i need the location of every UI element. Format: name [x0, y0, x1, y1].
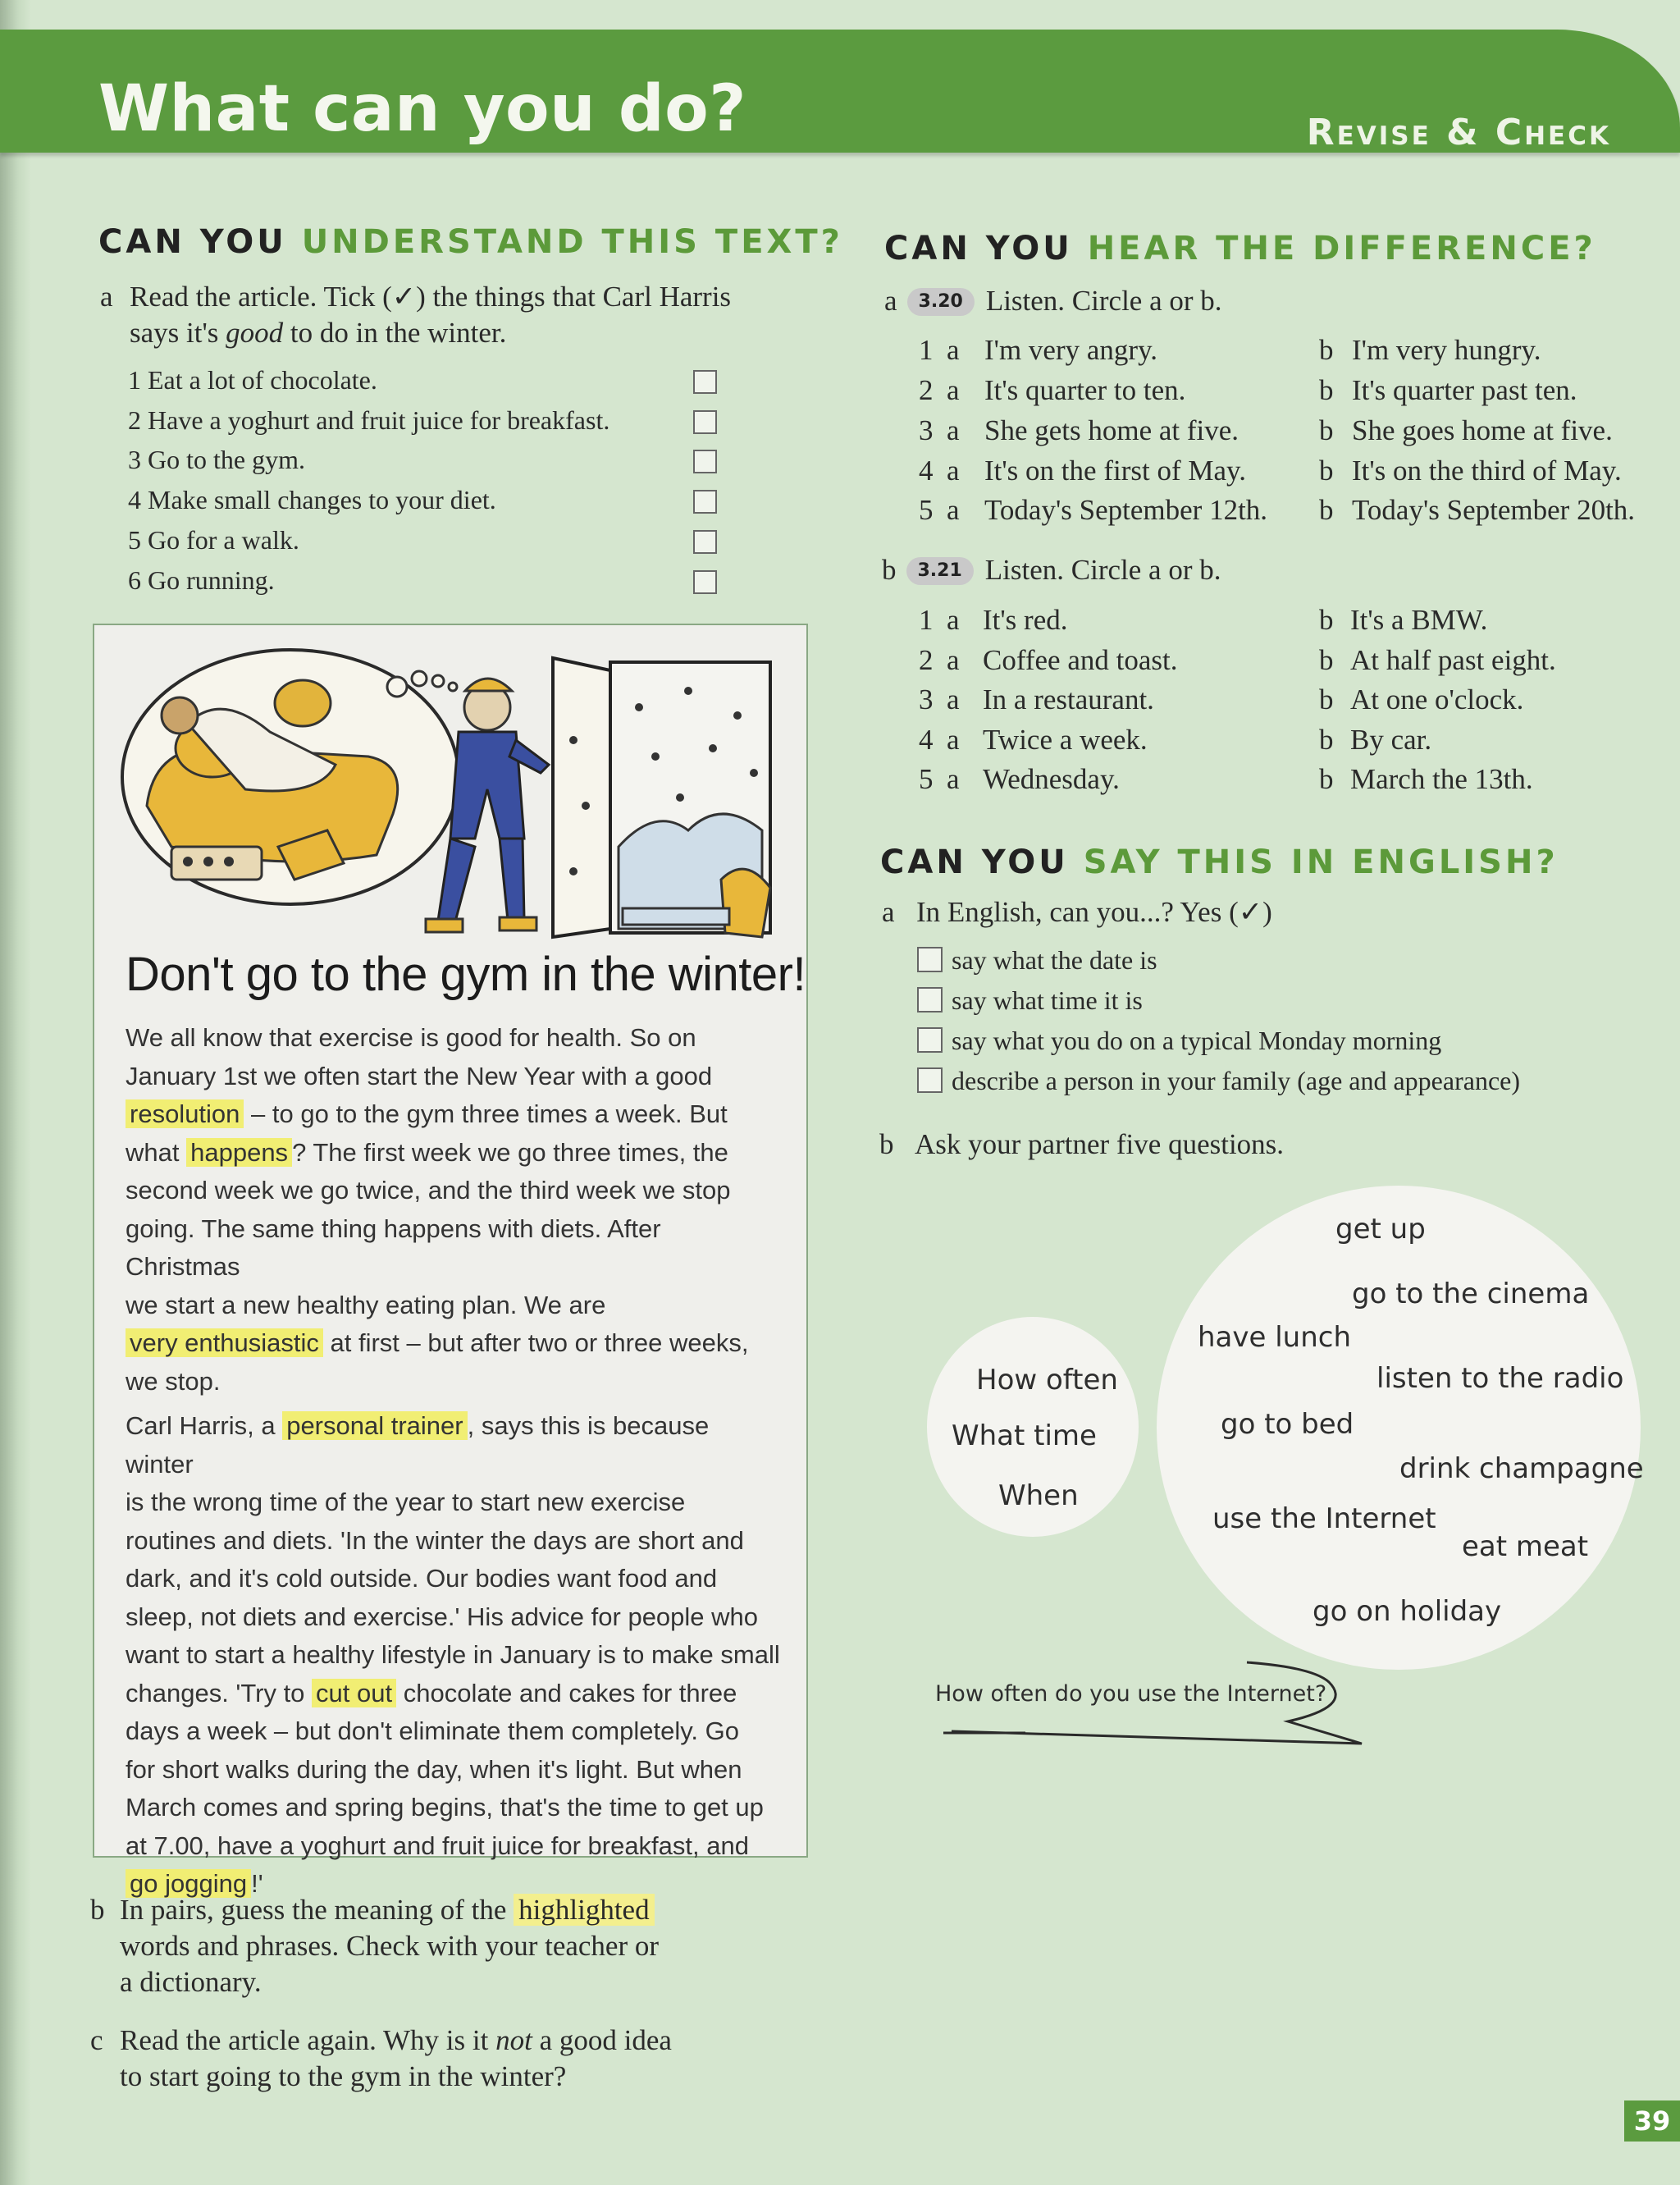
- heading-accent: SAY THIS IN ENGLISH?: [1083, 843, 1559, 881]
- tick-item: 6 Go running.: [128, 565, 275, 595]
- article-box: [93, 624, 808, 1898]
- option-letter-a[interactable]: a: [947, 455, 960, 487]
- activity-phrase: get up: [1335, 1213, 1426, 1246]
- tick-item: 5 Go for a walk.: [128, 525, 299, 555]
- self-check-item: say what you do on a typical Monday morning: [952, 1026, 1442, 1055]
- tick-checkbox[interactable]: [693, 370, 717, 394]
- self-check-item: say what time it is: [952, 985, 1143, 1015]
- highlighted-word: resolution: [126, 1099, 244, 1128]
- title-banner: [0, 30, 1680, 153]
- self-check-item: say what the date is: [952, 945, 1157, 975]
- option-a-text: She gets home at five.: [984, 414, 1239, 446]
- option-b-text: Today's September 20th.: [1352, 494, 1636, 526]
- question-word: When: [998, 1479, 1079, 1512]
- option-b-text: By car.: [1350, 724, 1432, 756]
- option-b-text: It's a BMW.: [1350, 604, 1488, 636]
- option-b-text: At half past eight.: [1350, 644, 1556, 676]
- heading-lead: CAN YOU: [880, 843, 1069, 881]
- row-number: 2: [919, 644, 934, 676]
- tick-checkbox[interactable]: [693, 410, 717, 434]
- option-letter-a[interactable]: a: [947, 374, 960, 406]
- highlighted-word: go jogging: [126, 1869, 251, 1898]
- highlighted-word: cut out: [312, 1679, 396, 1707]
- heading-accent: HEAR THE DIFFERENCE?: [1087, 230, 1596, 267]
- exercise-b-line2: words and phrases. Check with your teacher or: [120, 1930, 660, 1962]
- row-number: 3: [919, 683, 934, 715]
- page-number: 39: [1624, 2100, 1680, 2142]
- activity-phrase: listen to the radio: [1376, 1362, 1624, 1395]
- say-a-intro: In English, can you...? Yes (✓): [916, 896, 1272, 928]
- exercise-letter-a: a: [100, 281, 113, 313]
- hear-heading: [884, 230, 1596, 267]
- tick-checkbox[interactable]: [693, 530, 717, 554]
- option-b-text: At one o'clock.: [1350, 683, 1524, 715]
- option-a-text: Coffee and toast.: [983, 644, 1178, 676]
- option-letter-b[interactable]: b: [1319, 334, 1334, 366]
- activity-phrase: drink champagne: [1399, 1452, 1644, 1485]
- activity-phrase: go to bed: [1221, 1408, 1354, 1441]
- activity-phrase: have lunch: [1198, 1321, 1352, 1354]
- tick-item: 2 Have a yoghurt and fruit juice for breakfast.: [128, 405, 610, 435]
- page-binding-shadow: [0, 0, 31, 2185]
- audio-track-badge[interactable]: 3.20: [907, 288, 975, 316]
- hear-b-instruction: b 3.21 Listen. Circle a or b.: [882, 554, 1221, 586]
- option-letter-b[interactable]: b: [1319, 644, 1334, 676]
- option-letter-b[interactable]: b: [1319, 724, 1334, 756]
- speech-bubble-outline: [927, 1657, 1370, 1756]
- hear-a-instruction: a 3.20 Listen. Circle a or b.: [884, 285, 1222, 317]
- say-heading: [880, 843, 1559, 881]
- audio-track-badge[interactable]: 3.21: [906, 557, 974, 585]
- option-letter-a[interactable]: a: [947, 724, 960, 756]
- heading-accent: UNDERSTAND THIS TEXT?: [301, 223, 843, 261]
- option-letter-b[interactable]: b: [1319, 455, 1334, 487]
- option-letter-b[interactable]: b: [1319, 763, 1334, 795]
- exercise-b-line3: a dictionary.: [120, 1966, 262, 1998]
- winter-illustration: [114, 642, 787, 953]
- heading-lead: CAN YOU: [98, 223, 287, 261]
- row-number: 2: [919, 374, 934, 406]
- say-b-text: Ask your partner five questions.: [915, 1128, 1285, 1160]
- row-number: 1: [919, 604, 934, 636]
- row-number: 5: [919, 763, 934, 795]
- self-check-checkbox[interactable]: [917, 1067, 943, 1093]
- option-letter-b[interactable]: b: [1319, 604, 1334, 636]
- question-word: What time: [952, 1419, 1097, 1452]
- activity-phrase: go on holiday: [1312, 1595, 1502, 1628]
- option-letter-a[interactable]: a: [947, 763, 960, 795]
- activity-phrase: go to the cinema: [1352, 1278, 1590, 1310]
- option-a-text: It's quarter to ten.: [984, 374, 1186, 406]
- tick-item: 3 Go to the gym.: [128, 445, 305, 474]
- highlighted-word: highlighted: [514, 1894, 654, 1926]
- option-letter-b[interactable]: b: [1319, 414, 1334, 446]
- option-letter-a[interactable]: a: [947, 604, 960, 636]
- option-letter-a[interactable]: a: [947, 683, 960, 715]
- row-number: 5: [919, 494, 934, 526]
- row-number: 4: [919, 724, 934, 756]
- option-b-text: It's on the third of May.: [1352, 455, 1622, 487]
- tick-item: 1 Eat a lot of chocolate.: [128, 365, 377, 395]
- self-check-item: describe a person in your family (age and appearance): [952, 1066, 1520, 1095]
- article-paragraph: We all know that exercise is good for health. So on January 1st we often start the New Year with a good resolution – to go to the gym three times a week. But what happens ? The first week we go three times, the second week we go twice, and the third week we stop going. The same thing happens with diets. After Christmas we start a new healthy eating plan. We are very enthusiastic at first – but after two or three weeks, we stop.: [126, 1023, 749, 1396]
- tick-checkbox[interactable]: [693, 490, 717, 514]
- understand-heading: [98, 223, 843, 261]
- exercise-c-line2: to start going to the gym in the winter?: [120, 2060, 567, 2092]
- highlighted-word: personal trainer: [282, 1411, 467, 1440]
- option-letter-a[interactable]: a: [947, 414, 960, 446]
- option-letter-a[interactable]: a: [947, 644, 960, 676]
- option-a-text: It's red.: [983, 604, 1068, 636]
- option-letter-b[interactable]: b: [1319, 374, 1334, 406]
- option-letter-b[interactable]: b: [1319, 683, 1334, 715]
- row-number: 4: [919, 455, 934, 487]
- option-a-text: Today's September 12th.: [984, 494, 1268, 526]
- article-body: [126, 1019, 782, 1910]
- option-letter-a[interactable]: a: [947, 494, 960, 526]
- self-check-checkbox[interactable]: [917, 1027, 943, 1053]
- example-question: How often do you use the Internet?: [935, 1681, 1327, 1707]
- option-letter-b[interactable]: b: [1319, 494, 1334, 526]
- option-a-text: In a restaurant.: [983, 683, 1154, 715]
- question-word: How often: [976, 1364, 1118, 1396]
- highlighted-word: happens: [186, 1138, 292, 1167]
- option-a-text: I'm very angry.: [984, 334, 1158, 366]
- option-b-text: March the 13th.: [1350, 763, 1533, 795]
- tick-item: 4 Make small changes to your diet.: [128, 485, 496, 514]
- exercise-a-instruction-line2: says it's good to do in the winter.: [130, 317, 507, 349]
- option-a-text: Twice a week.: [983, 724, 1148, 756]
- self-check-checkbox[interactable]: [917, 987, 943, 1013]
- self-check-checkbox[interactable]: [917, 947, 943, 972]
- tick-checkbox[interactable]: [693, 450, 717, 473]
- activity-phrase: use the Internet: [1212, 1502, 1436, 1535]
- heading-lead: CAN YOU: [884, 230, 1073, 267]
- say-b-letter: b: [879, 1128, 894, 1160]
- activity-phrase: eat meat: [1462, 1530, 1589, 1563]
- page-title: What can you do?: [98, 72, 746, 146]
- article-title: Don't go to the gym in the winter!: [126, 948, 806, 1001]
- exercise-letter-c: c: [90, 2024, 103, 2056]
- article-paragraph: Carl Harris, a personal trainer , says this is because winter is the wrong time of the year to start new exercise routines and diets. 'In the winter the days are short and dark, and it's cold outside. Our bodies want food and sleep, not diets and exercise.' His advice for people who want to start a healthy lifestyle in January is to make small changes. 'Try to cut out chocolate and cakes for three days a week – but don't eliminate them completely. Go for short walks during the day, when it's light. But when March comes and spring begins, that's the time to get up at 7.00, have a yoghurt and fruit juice for breakfast, and go jogging !': [126, 1411, 780, 1898]
- say-a-letter: a: [882, 896, 895, 928]
- exercise-letter-b: b: [90, 1894, 105, 1926]
- exercise-b-line1: In pairs, guess the meaning of the highlighted: [120, 1892, 655, 1928]
- option-b-text: I'm very hungry.: [1352, 334, 1541, 366]
- section-tag: Revise & Check: [1306, 112, 1611, 153]
- highlighted-word: very enthusiastic: [126, 1328, 323, 1357]
- option-a-text: Wednesday.: [983, 763, 1120, 795]
- option-b-text: It's quarter past ten.: [1352, 374, 1577, 406]
- exercise-c-line1: Read the article again. Why is it not a good idea: [120, 2024, 672, 2056]
- row-number: 3: [919, 414, 934, 446]
- option-a-text: It's on the first of May.: [984, 455, 1246, 487]
- exercise-a-instruction-line1: Read the article. Tick (✓) the things that Carl Harris: [130, 281, 732, 313]
- tick-checkbox[interactable]: [693, 570, 717, 594]
- option-letter-a[interactable]: a: [947, 334, 960, 366]
- option-b-text: She goes home at five.: [1352, 414, 1613, 446]
- row-number: 1: [919, 334, 934, 366]
